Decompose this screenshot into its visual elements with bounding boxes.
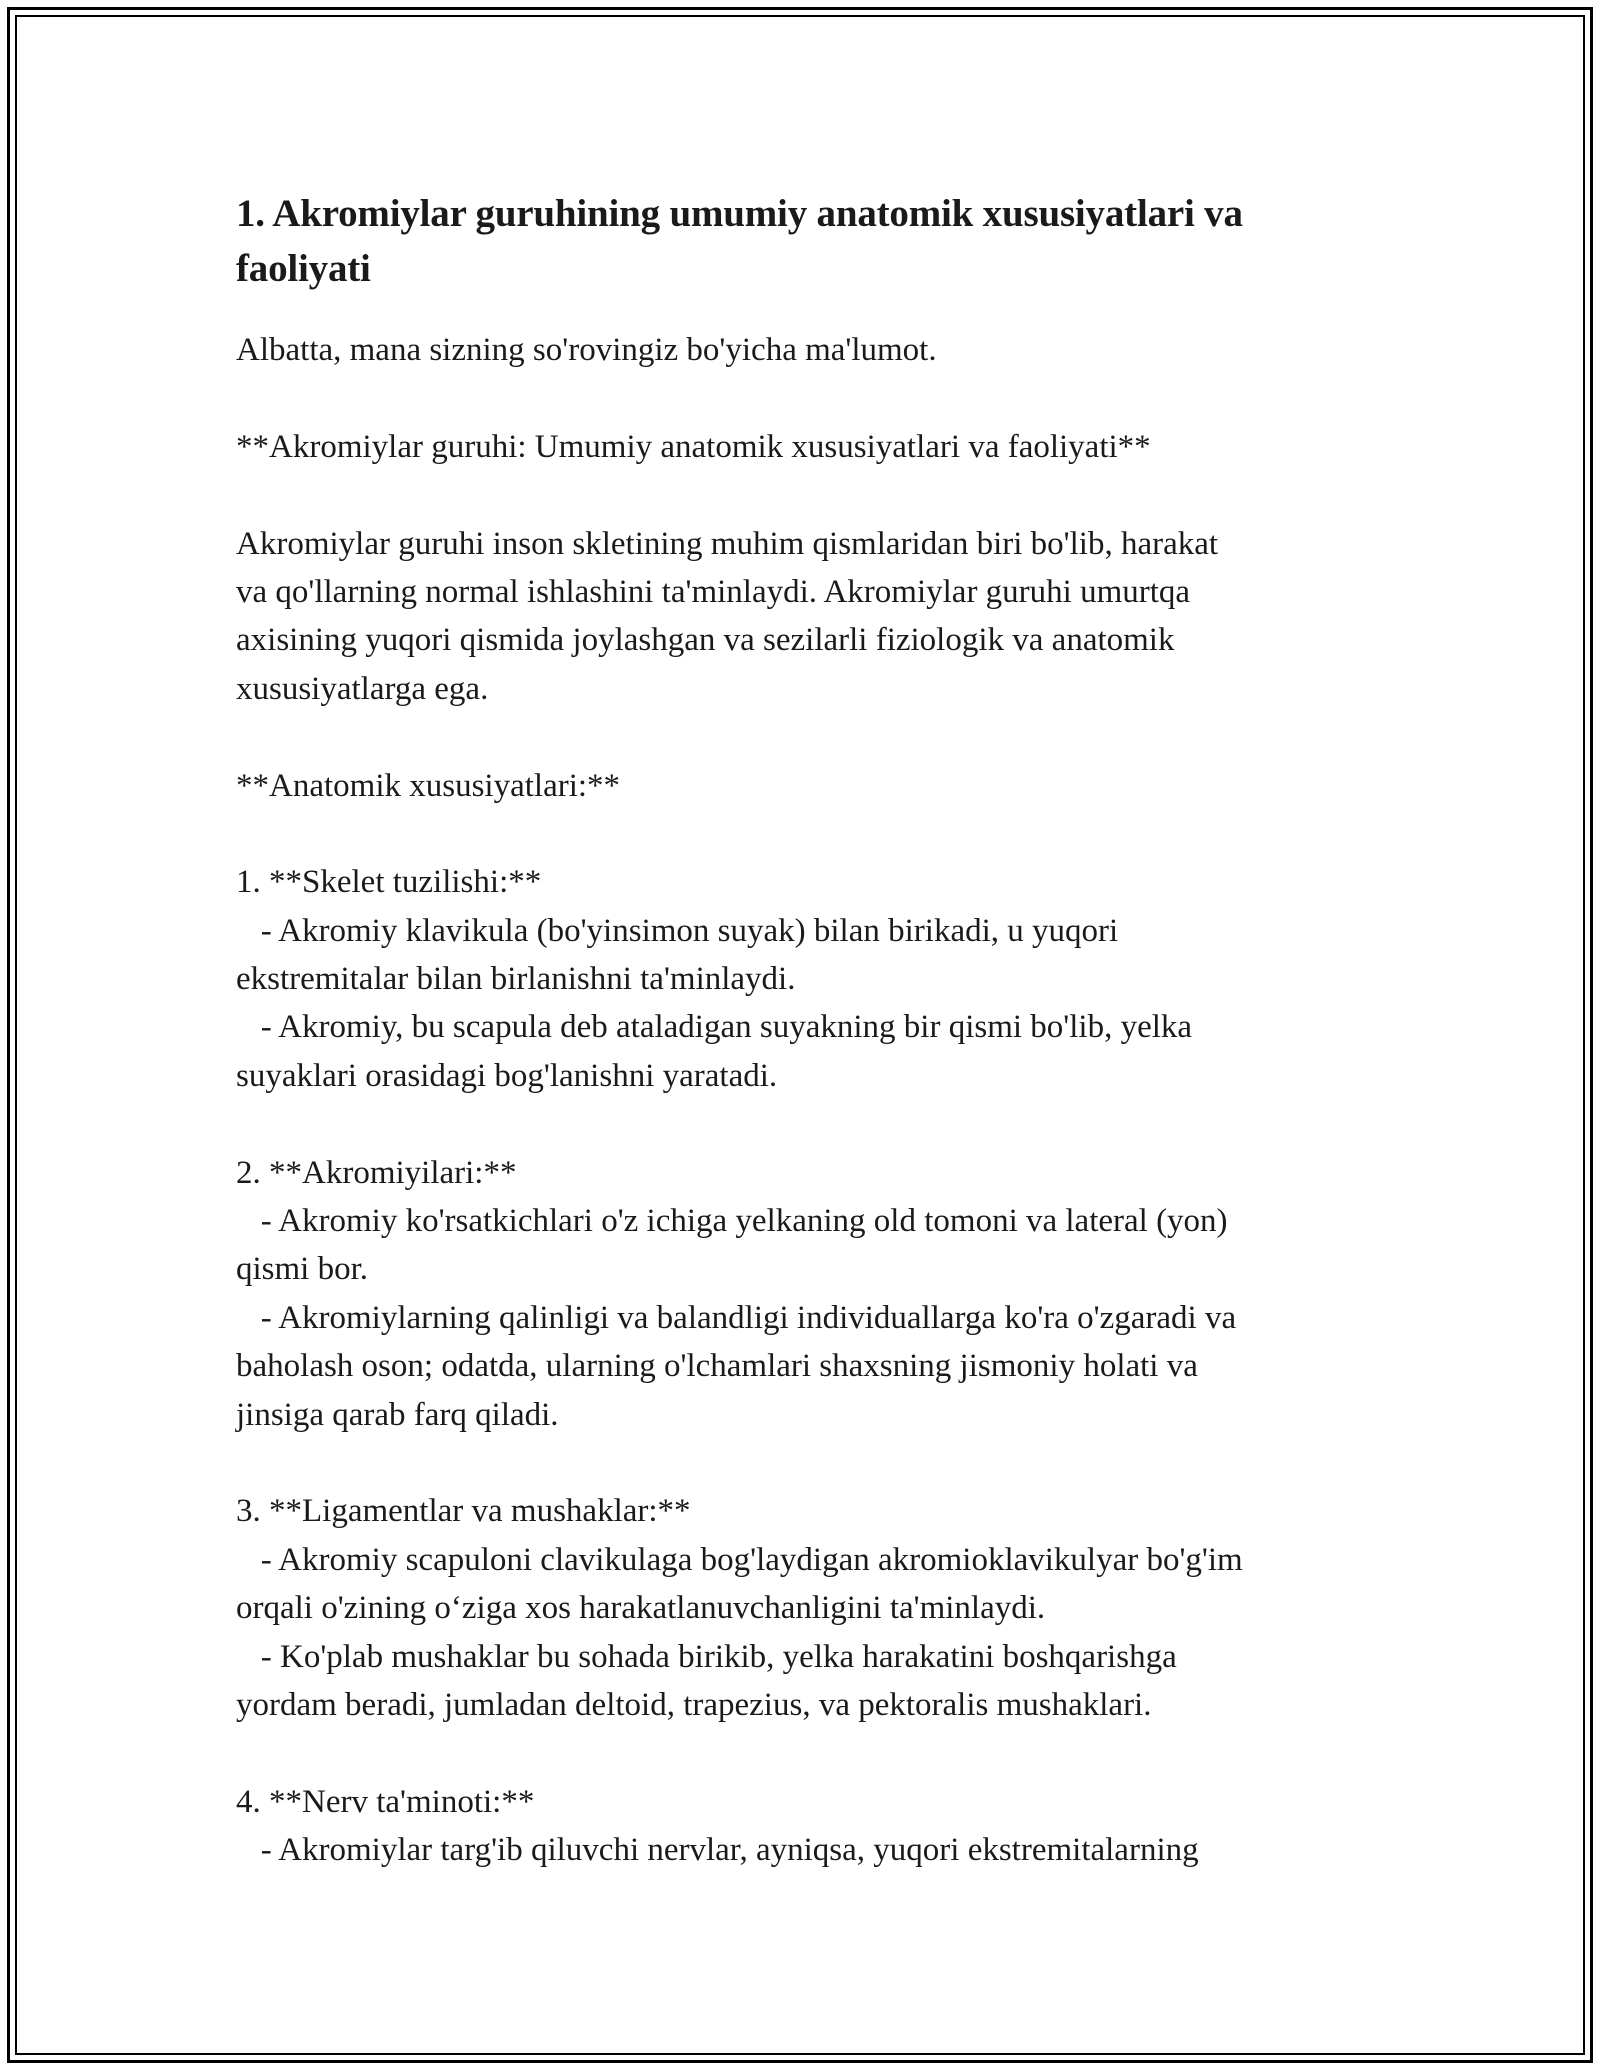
- text-line: - Akromiylarning qalinligi va balandligi individuallarga ko'ra o'zgaradi va: [236, 1299, 1237, 1336]
- text-line: jinsiga qarab farq qiladi.: [236, 1396, 559, 1433]
- text-line: Akromiylar guruhi inson skletining muhim qismlaridan biri bo'lib, harakat: [236, 525, 1219, 562]
- text-line: **Akromiylar guruhi: Umumiy anatomik xususiyatlari va faoliyati**: [236, 428, 1151, 465]
- text-line: va qo'llarning normal ishlashini ta'minlaydi. Akromiylar guruhi umurtqa: [236, 573, 1191, 610]
- text-line: **Anatomik xususiyatlari:**: [236, 767, 621, 804]
- blank-line: [236, 1100, 1366, 1148]
- blank-line: [236, 1729, 1366, 1777]
- text-line: 1. **Skelet tuzilishi:**: [236, 864, 542, 901]
- text-line: yordam beradi, jumladan deltoid, trapezius, va pektoralis mushaklari.: [236, 1686, 1152, 1723]
- text-line: - Akromiy, bu scapula deb ataladigan suyakning bir qismi bo'lib, yelka: [236, 1009, 1193, 1046]
- text-line: - Akromiy scapuloni clavikulaga bog'laydigan akromioklavikulyar bo'g'im: [236, 1541, 1243, 1578]
- text-line: orqali o'zining o‘ziga xos harakatlanuvchanligini ta'minlaydi.: [236, 1590, 1046, 1627]
- text-line: - Akromiy klavikula (bo'yinsimon suyak) bilan birikadi, u yuqori: [236, 912, 1119, 949]
- document-content: [236, 186, 1366, 1875]
- text-line: - Ko'plab mushaklar bu sohada birikib, yelka harakatini boshqarishga: [236, 1638, 1177, 1675]
- title-line: 1. Akromiylar guruhining umumiy anatomik xususiyatlari va: [236, 192, 1243, 235]
- text-line: suyaklari orasidagi bog'lanishni yaratadi.: [236, 1057, 778, 1094]
- text-line: 2. **Akromiyilari:**: [236, 1154, 517, 1191]
- text-line: baholash oson; odatda, ularning o'lchamlari shaxsning jismoniy holati va: [236, 1348, 1198, 1385]
- document-body: [236, 326, 1366, 1875]
- text-line: - Akromiylar targ'ib qiluvchi nervlar, ayniqsa, yuqori ekstremitalarning: [236, 1832, 1199, 1869]
- text-line: 4. **Nerv ta'minoti:**: [236, 1783, 535, 1820]
- text-line: ekstremitalar bilan birlanishni ta'minlaydi.: [236, 961, 796, 998]
- blank-line: [236, 1439, 1366, 1487]
- blank-line: [236, 471, 1366, 519]
- text-line: Albatta, mana sizning so'rovingiz bo'yicha ma'lumot.: [236, 332, 937, 368]
- text-line: xususiyatlarga ega.: [236, 670, 489, 707]
- text-line: qismi bor.: [236, 1251, 369, 1288]
- blank-line: [236, 713, 1366, 761]
- title-line: faoliyati: [236, 247, 371, 290]
- blank-line: [236, 810, 1366, 858]
- text-line: axisining yuqori qismida joylashgan va sezilarli fiziologik va anatomik: [236, 622, 1175, 659]
- blank-line: [236, 374, 1366, 422]
- text-line: - Akromiy ko'rsatkichlari o'z ichiga yelkaning old tomoni va lateral (yon): [236, 1203, 1228, 1240]
- text-line: 3. **Ligamentlar va mushaklar:**: [236, 1493, 691, 1530]
- document-title: [236, 186, 1366, 296]
